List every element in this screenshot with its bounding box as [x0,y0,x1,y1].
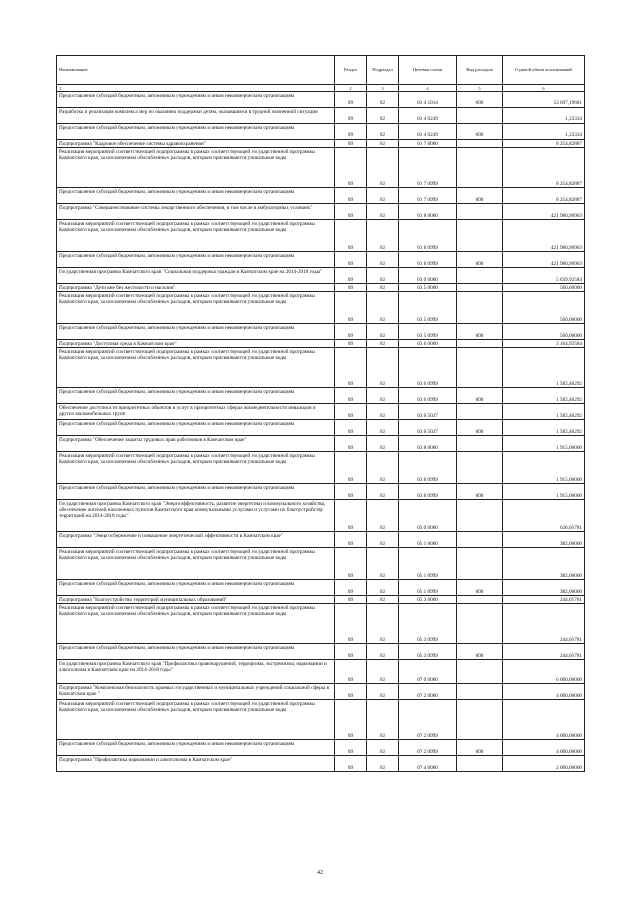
row-expense-type: 600 [457,252,503,268]
row-target-article: 03 6 0999 [399,348,457,388]
row-amount: 4 600,00000 [503,684,585,700]
row-expense-type [457,220,503,252]
row-name: Реализация мероприятий соответствующей подпрограммы в рамках соответствующей государственной программы Камчатского края, за исключением обособленных расходов, которым присваиваются уникальные коды [57,148,335,188]
row-amount: 244,01781 [503,604,585,644]
row-section: 09 [335,124,367,140]
row-name: Государственная программа Камчатского края "Профилактика правонарушений, терроризма, экстремизма, наркомании и алкоголизма в Камчатском крае на 2014-2018 годы" [57,660,335,684]
column-number: 3 [367,85,399,92]
row-name: Государственная программа Камчатского края "Энергоэффективность, развитие энергетики и коммунального хозяйства, обеспечение жителей населенных пунктов Камчатского края коммунальными услугами и услугами по благоустройству территорий на 2014-2018 годы" [57,500,335,532]
row-amount: 53 697,19681 [503,92,585,108]
row-name: Подпрограмма "Благоустройство территорий муниципальных образований" [57,596,335,604]
row-target-article: 05 1 0000 [399,532,457,548]
row-expense-type [457,700,503,740]
row-name: Предоставление субсидий бюджетным, автономным учреждениям и иным некоммерческим организациям [57,252,335,268]
row-name: Предоставление субсидий бюджетным, автономным учреждениям и иным некоммерческим организациям [57,388,335,404]
row-amount: 626,01781 [503,500,585,532]
header-subsection: Подраздел [367,56,399,85]
row-name: Предоставление субсидий бюджетным, автономным учреждениям и иным некоммерческим организациям [57,740,335,756]
row-section: 09 [335,532,367,548]
row-section: 09 [335,292,367,324]
table-row [57,452,585,484]
row-expense-type [457,596,503,604]
row-expense-type [457,660,503,684]
row-amount: 421 980,96963 [503,252,585,268]
row-subsection: 02 [367,140,399,148]
row-target-article: 03 8 0999 [399,484,457,500]
row-amount: 8 254,82887 [503,188,585,204]
row-name: Подпрограмма "Доступная среда в Камчатском крае" [57,340,335,348]
table-row [57,532,585,548]
row-amount: 560,00000 [503,292,585,324]
row-name: Подпрограмма "Дети вне без жестокости и насилия" [57,284,335,292]
table-row [57,684,585,700]
row-subsection: 02 [367,204,399,220]
row-subsection: 02 [367,484,399,500]
table-body [57,92,585,772]
column-number: 5 [457,85,503,92]
row-section: 09 [335,204,367,220]
row-amount: 1,33334 [503,108,585,124]
row-section: 09 [335,436,367,452]
row-subsection: 02 [367,220,399,252]
table-row [57,596,585,604]
row-section: 09 [335,188,367,204]
row-amount: 382,00000 [503,548,585,580]
row-name: Реализация мероприятий соответствующей подпрограммы в рамках соответствующей государственной программы Камчатского края, за исключением обособленных расходов, которым присваиваются уникальные коды [57,700,335,740]
row-section: 09 [335,756,367,772]
row-amount: 6 600,00000 [503,660,585,684]
row-amount: 4 600,00000 [503,700,585,740]
row-section: 09 [335,740,367,756]
row-section: 09 [335,92,367,108]
row-name: Государственная программа Камчатского края "Социальная поддержка граждан в Камчатском крае на 2014-2018 годы" [57,268,335,284]
header-annual-amount: Годовой объем ассигнований [503,56,585,85]
table-row [57,204,585,220]
row-target-article: 01 7 0999 [399,148,457,188]
table-row [57,108,585,124]
row-target-article: 03 5 0999 [399,324,457,340]
row-section: 09 [335,700,367,740]
row-expense-type: 600 [457,420,503,436]
row-expense-type [457,500,503,532]
row-expense-type [457,340,503,348]
row-subsection: 02 [367,548,399,580]
row-subsection: 02 [367,756,399,772]
table-row [57,404,585,420]
row-name: Реализация мероприятий соответствующей подпрограммы в рамках соответствующей государственной программы Камчатского края, за исключением обособленных расходов, которым присваиваются уникальные коды [57,604,335,644]
row-expense-type: 600 [457,388,503,404]
row-section: 09 [335,140,367,148]
row-subsection: 02 [367,252,399,268]
row-name: Предоставление субсидий бюджетным, автономным учреждениям и иным некоммерческим организациям [57,92,335,108]
row-name: Подпрограмма "Кадровое обеспечение системы здравоохранения" [57,140,335,148]
row-amount: 1,33334 [503,124,585,140]
row-target-article: 01 8 0000 [399,204,457,220]
row-subsection: 02 [367,604,399,644]
table-row [57,548,585,580]
row-target-article: 03 6 0999 [399,388,457,404]
row-name: Подпрограмма "Энергосбережение и повышение энергетической эффективности в Камчатском крае" [57,532,335,548]
row-target-article: 01 8 0999 [399,252,457,268]
row-subsection: 02 [367,580,399,596]
row-expense-type: 600 [457,484,503,500]
row-expense-type [457,348,503,388]
row-section: 09 [335,404,367,420]
column-number: 4 [399,85,457,92]
row-subsection: 02 [367,124,399,140]
row-subsection: 02 [367,292,399,324]
row-subsection: 02 [367,500,399,532]
row-section: 09 [335,580,367,596]
row-section: 09 [335,604,367,644]
row-target-article: 05 1 0999 [399,580,457,596]
row-amount: 1 915,00000 [503,436,585,452]
row-name: Предоставление субсидий бюджетным, автономным учреждениям и иным некоммерческим организациям [57,188,335,204]
row-section: 09 [335,596,367,604]
row-name: Обеспечение доступности приоритетных объектов и услуг в приоритетных сферах жизнедеятельности инвалидов и других маломобильных групп [57,404,335,420]
row-target-article: 03 6 5027 [399,420,457,436]
row-expense-type [457,404,503,420]
table-row [57,420,585,436]
row-target-article: 01 7 0999 [399,188,457,204]
row-amount: 1 582,46292 [503,348,585,388]
row-target-article: 07 4 0000 [399,756,457,772]
row-subsection: 02 [367,284,399,292]
row-amount: 421 980,96963 [503,220,585,252]
row-section: 09 [335,388,367,404]
row-section: 09 [335,340,367,348]
row-expense-type: 600 [457,124,503,140]
row-subsection: 02 [367,340,399,348]
row-section: 09 [335,500,367,532]
header-section: Раздел [335,56,367,85]
row-target-article: 05 3 0000 [399,596,457,604]
row-subsection: 02 [367,596,399,604]
row-amount: 8 254,82887 [503,140,585,148]
row-target-article: 03 0 0000 [399,268,457,284]
row-subsection: 02 [367,108,399,124]
row-subsection: 02 [367,188,399,204]
row-subsection: 02 [367,644,399,660]
row-target-article: 03 6 0000 [399,340,457,348]
row-subsection: 02 [367,348,399,388]
row-name: Реализация мероприятий соответствующей подпрограммы в рамках соответствующей государственной программы Камчатского края, за исключением обособленных расходов, которым присваиваются уникальные коды [57,348,335,388]
row-target-article: 05 1 0999 [399,548,457,580]
row-section: 09 [335,324,367,340]
budget-table-page [56,55,584,772]
table-row [57,348,585,388]
row-section: 09 [335,452,367,484]
row-amount: 382,00000 [503,580,585,596]
column-number: 2 [335,85,367,92]
table-row [57,324,585,340]
row-expense-type [457,604,503,644]
row-amount: 560,00000 [503,284,585,292]
row-name: Подпрограмма "Профилактика наркомании и алкоголизма в Камчатском крае" [57,756,335,772]
header-target-article: Целевая статья [399,56,457,85]
row-name: Реализация мероприятий соответствующей подпрограммы в рамках соответствующей государственной программы Камчатского края, за исключением обособленных расходов, которым присваиваются уникальные коды [57,548,335,580]
row-target-article: 01 4 1014 [399,92,457,108]
table-row [57,388,585,404]
table-row [57,436,585,452]
row-name: Подпрограмма "Обеспечение защиты трудовых прав работников в Камчатском крае" [57,436,335,452]
row-amount: 1 582,46292 [503,404,585,420]
table-row [57,268,585,284]
table-row [57,660,585,684]
row-expense-type [457,292,503,324]
row-target-article: 05 3 0999 [399,604,457,644]
row-subsection: 02 [367,324,399,340]
row-section: 09 [335,148,367,188]
table-row [57,284,585,292]
row-target-article: 03 6 5027 [399,404,457,420]
row-amount: 5 639,92584 [503,268,585,284]
row-expense-type: 600 [457,580,503,596]
row-subsection: 02 [367,420,399,436]
table-row [57,500,585,532]
row-expense-type [457,148,503,188]
row-amount: 2 000,00000 [503,756,585,772]
row-amount: 4 600,00000 [503,740,585,756]
row-subsection: 02 [367,268,399,284]
table-row [57,644,585,660]
table-row [57,340,585,348]
row-expense-type: 600 [457,324,503,340]
table-row [57,252,585,268]
row-target-article: 01 4 6249 [399,108,457,124]
row-subsection: 02 [367,404,399,420]
row-name: Предоставление субсидий бюджетным, автономным учреждениям и иным некоммерческим организациям [57,644,335,660]
row-target-article: 05 3 0999 [399,644,457,660]
table-row [57,188,585,204]
row-target-article: 07 2 0999 [399,700,457,740]
row-subsection: 02 [367,436,399,452]
row-amount: 244,01781 [503,644,585,660]
table-row [57,700,585,740]
row-expense-type: 600 [457,644,503,660]
row-section: 09 [335,420,367,436]
row-amount: 382,00000 [503,532,585,548]
table-row [57,604,585,644]
row-name: Разработка и реализация комплекса мер по оказанию поддержки детям, оказавшимся в трудной жизненной ситуации [57,108,335,124]
row-expense-type [457,548,503,580]
row-target-article: 03 5 0000 [399,284,457,292]
row-amount: 244,01781 [503,596,585,604]
table-row [57,140,585,148]
row-section: 09 [335,484,367,500]
row-section: 09 [335,284,367,292]
table-row [57,292,585,324]
row-expense-type: 600 [457,188,503,204]
row-subsection: 02 [367,740,399,756]
row-target-article: 03 8 0999 [399,452,457,484]
table-row [57,484,585,500]
row-amount: 3 164,92584 [503,340,585,348]
row-name: Предоставление субсидий бюджетным, автономным учреждениям и иным некоммерческим организациям [57,484,335,500]
row-name: Подпрограмма "Совершенствование системы лекарственного обеспечения, в том числе в амбулаторных условиях" [57,204,335,220]
table-row [57,580,585,596]
row-section: 09 [335,268,367,284]
row-subsection: 02 [367,452,399,484]
row-name: Подпрограмма "Комплексная безопасность краевых государственных и муниципальных учреждений социальной сферы в Камчатском крае " [57,684,335,700]
row-section: 09 [335,660,367,684]
table-row [57,220,585,252]
row-amount: 560,00000 [503,324,585,340]
row-target-article: 05 0 0000 [399,500,457,532]
row-expense-type [457,140,503,148]
table-row [57,92,585,108]
row-subsection: 02 [367,660,399,684]
row-expense-type [457,268,503,284]
row-name: Предоставление субсидий бюджетным, автономным учреждениям и иным некоммерческим организациям [57,420,335,436]
row-expense-type [457,756,503,772]
row-amount: 1 582,46292 [503,420,585,436]
row-name: Предоставление субсидий бюджетным, автономным учреждениям и иным некоммерческим организациям [57,580,335,596]
column-number-row [57,85,585,92]
row-name: Предоставление субсидий бюджетным, автономным учреждениям и иным некоммерческим организациям [57,324,335,340]
row-target-article: 07 0 0000 [399,660,457,684]
row-target-article: 01 7 0000 [399,140,457,148]
row-section: 09 [335,644,367,660]
row-expense-type [457,108,503,124]
row-section: 09 [335,252,367,268]
row-expense-type [457,284,503,292]
row-target-article: 07 2 0000 [399,684,457,700]
table-row [57,148,585,188]
row-target-article: 01 8 0999 [399,220,457,252]
header-expense-type: Вид расходов [457,56,503,85]
row-expense-type: 600 [457,92,503,108]
row-amount: 8 254,82887 [503,148,585,188]
budget-table [56,55,585,772]
row-expense-type: 600 [457,740,503,756]
row-subsection: 02 [367,532,399,548]
table-row [57,756,585,772]
row-subsection: 02 [367,148,399,188]
row-target-article: 03 5 0999 [399,292,457,324]
page-number: 42 [317,870,323,876]
table-row [57,740,585,756]
row-target-article: 07 2 0999 [399,740,457,756]
table-row [57,124,585,140]
row-section: 09 [335,684,367,700]
row-section: 09 [335,220,367,252]
row-amount: 1 915,00000 [503,484,585,500]
row-target-article: 01 4 6249 [399,124,457,140]
row-name: Реализация мероприятий соответствующей подпрограммы в рамках соответствующей государственной программы Камчатского края, за исключением обособленных расходов, которым присваиваются уникальные коды [57,220,335,252]
row-amount: 1 915,00000 [503,452,585,484]
row-section: 09 [335,108,367,124]
table-header [57,56,585,92]
row-name: Реализация мероприятий соответствующей подпрограммы в рамках соответствующей государственной программы Камчатского края, за исключением обособленных расходов, которым присваиваются уникальные коды [57,452,335,484]
row-amount: 421 980,96963 [503,204,585,220]
row-section: 09 [335,548,367,580]
row-expense-type [457,684,503,700]
row-subsection: 02 [367,388,399,404]
header-name: Наименование [57,56,335,85]
row-subsection: 02 [367,92,399,108]
row-name: Реализация мероприятий соответствующей подпрограммы в рамках соответствующей государственной программы Камчатского края, за исключением обособленных расходов, которым присваиваются уникальные коды [57,292,335,324]
column-number: 6 [503,85,585,92]
row-expense-type [457,436,503,452]
row-expense-type [457,204,503,220]
row-expense-type [457,532,503,548]
row-section: 09 [335,348,367,388]
row-subsection: 02 [367,684,399,700]
column-number: 1 [57,85,335,92]
row-subsection: 02 [367,700,399,740]
row-amount: 1 582,46292 [503,388,585,404]
row-expense-type [457,452,503,484]
row-name: Предоставление субсидий бюджетным, автономным учреждениям и иным некоммерческим организациям [57,124,335,140]
row-target-article: 03 8 0000 [399,436,457,452]
